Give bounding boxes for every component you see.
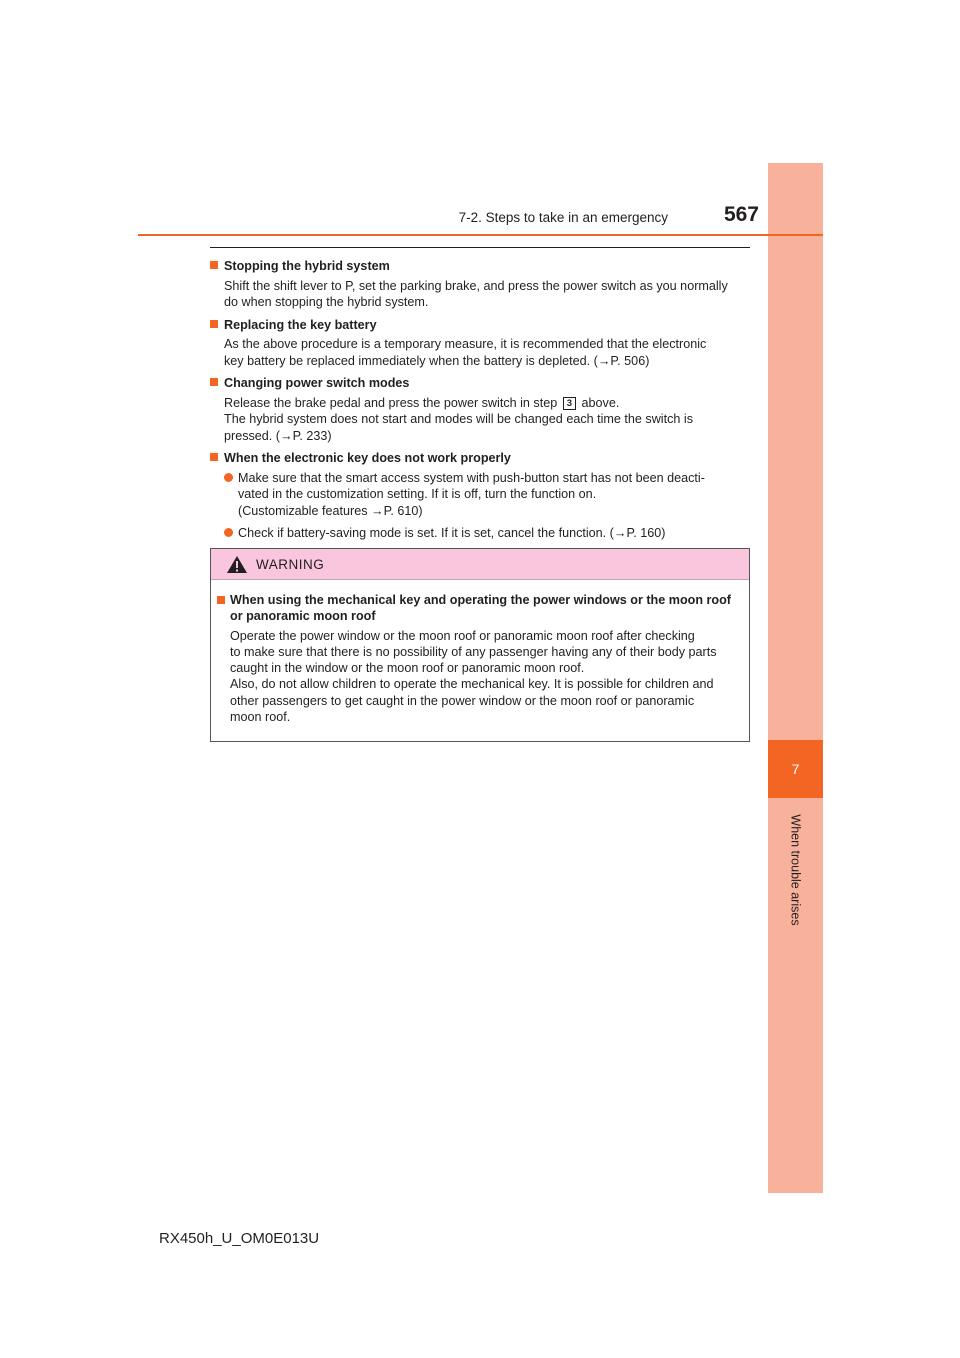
list-item: Make sure that the smart access system with push-button start has not been deacti- vated in the customization setting. If it is off, turn the function on. (Customizable features →P. 610) <box>224 470 750 520</box>
main-content <box>210 258 750 548</box>
footer-model-code: RX450h_U_OM0E013U <box>159 1230 320 1247</box>
chapter-side-tab <box>768 163 823 1193</box>
step-number-badge: 3 <box>563 397 576 410</box>
page-header <box>138 202 823 236</box>
warning-text: Operate the power window or the moon roof or panoramic moon roof after checking to make sure that there is no possibility of any passenger having any of their body parts caught in the window or the moon roof or panoramic moon roof. Also, do not allow children to operate the mechanical key. It is possible for children and other passengers to get caught in the power window or the moon roof or panoramic moon roof. <box>230 628 717 725</box>
chapter-number: 7 <box>791 761 800 777</box>
chapter-title-vertical <box>768 800 823 940</box>
circle-bullet-icon <box>224 528 233 537</box>
section-body: Release the brake pedal and press the power switch in step 3 above. The hybrid system does not start and modes will be changed each time the switch is pressed. (→P. 233) <box>224 395 694 443</box>
content-top-rule <box>210 247 750 248</box>
square-bullet-icon <box>210 378 218 386</box>
page-number: 567 <box>723 203 759 226</box>
square-bullet-icon <box>217 596 225 604</box>
circle-bullet-icon <box>224 473 233 482</box>
section-heading: Changing power switch modes <box>210 375 750 392</box>
warning-label: WARNING <box>256 556 325 572</box>
section-heading: Stopping the hybrid system <box>210 258 750 275</box>
square-bullet-icon <box>210 453 218 461</box>
chapter-number-box <box>768 740 823 798</box>
section-body: As the above procedure is a temporary measure, it is recommended that the electronic key battery be replaced immediately when the battery is depleted. (→P. 506) <box>224 337 707 368</box>
warning-triangle-icon <box>226 555 248 574</box>
section-heading: Replacing the key battery <box>210 317 750 334</box>
section-title: 7-2. Steps to take in an emergency <box>458 210 668 225</box>
square-bullet-icon <box>210 320 218 328</box>
warning-body <box>211 580 749 725</box>
square-bullet-icon <box>210 261 218 269</box>
section-body: Shift the shift lever to P, set the parking brake, and press the power switch as you normally do when stopping the hybrid system. <box>224 278 728 309</box>
warning-box <box>210 548 750 742</box>
chapter-title: When trouble arises <box>788 814 803 926</box>
list-item: Check if battery-saving mode is set. If it is set, cancel the function. (→P. 160) <box>224 525 750 542</box>
warning-header <box>211 549 749 580</box>
warning-heading: When using the mechanical key and operating the power windows or the moon roof or panoramic moon roof <box>217 592 743 625</box>
section-heading: When the electronic key does not work properly <box>210 450 750 467</box>
